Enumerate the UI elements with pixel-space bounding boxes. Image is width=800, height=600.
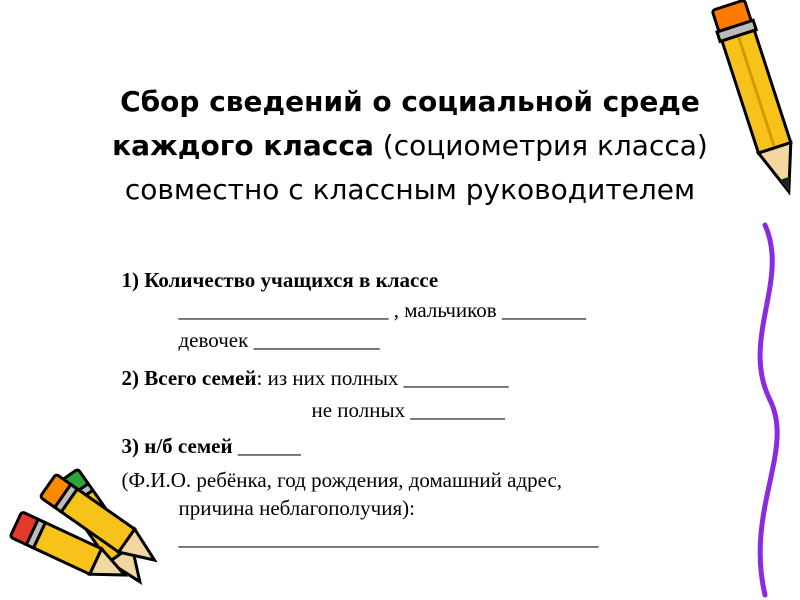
item-3-line-4: ________________________________________	[178, 526, 599, 550]
item-1-label: 1) Количество учащихся в классе	[121, 268, 439, 292]
title-line-1: Сбор сведений о социальной среде	[120, 85, 700, 118]
title-line-2: каждого класса (социометрия класса)	[112, 129, 708, 162]
item-3-line-2: (Ф.И.О. ребёнка, год рождения, домашний адрес,	[121, 468, 563, 492]
item-2-label: 2) Всего семей: из них полных __________	[121, 366, 509, 390]
item-1-line-3: девочек ____________	[178, 328, 380, 352]
item-3-label: 3) н/б семей ______	[121, 434, 301, 458]
title-line-3: совместно с классным руководителем	[124, 173, 696, 206]
squiggle-decoration	[730, 220, 800, 600]
item-2-line-2: не полных _________	[311, 398, 505, 422]
item-1-line-2: ____________________ , мальчиков ________	[178, 298, 586, 322]
crayons-icon	[0, 455, 175, 600]
pencil-icon	[640, 0, 800, 210]
item-3-line-3: причина неблагополучия):	[178, 496, 415, 520]
